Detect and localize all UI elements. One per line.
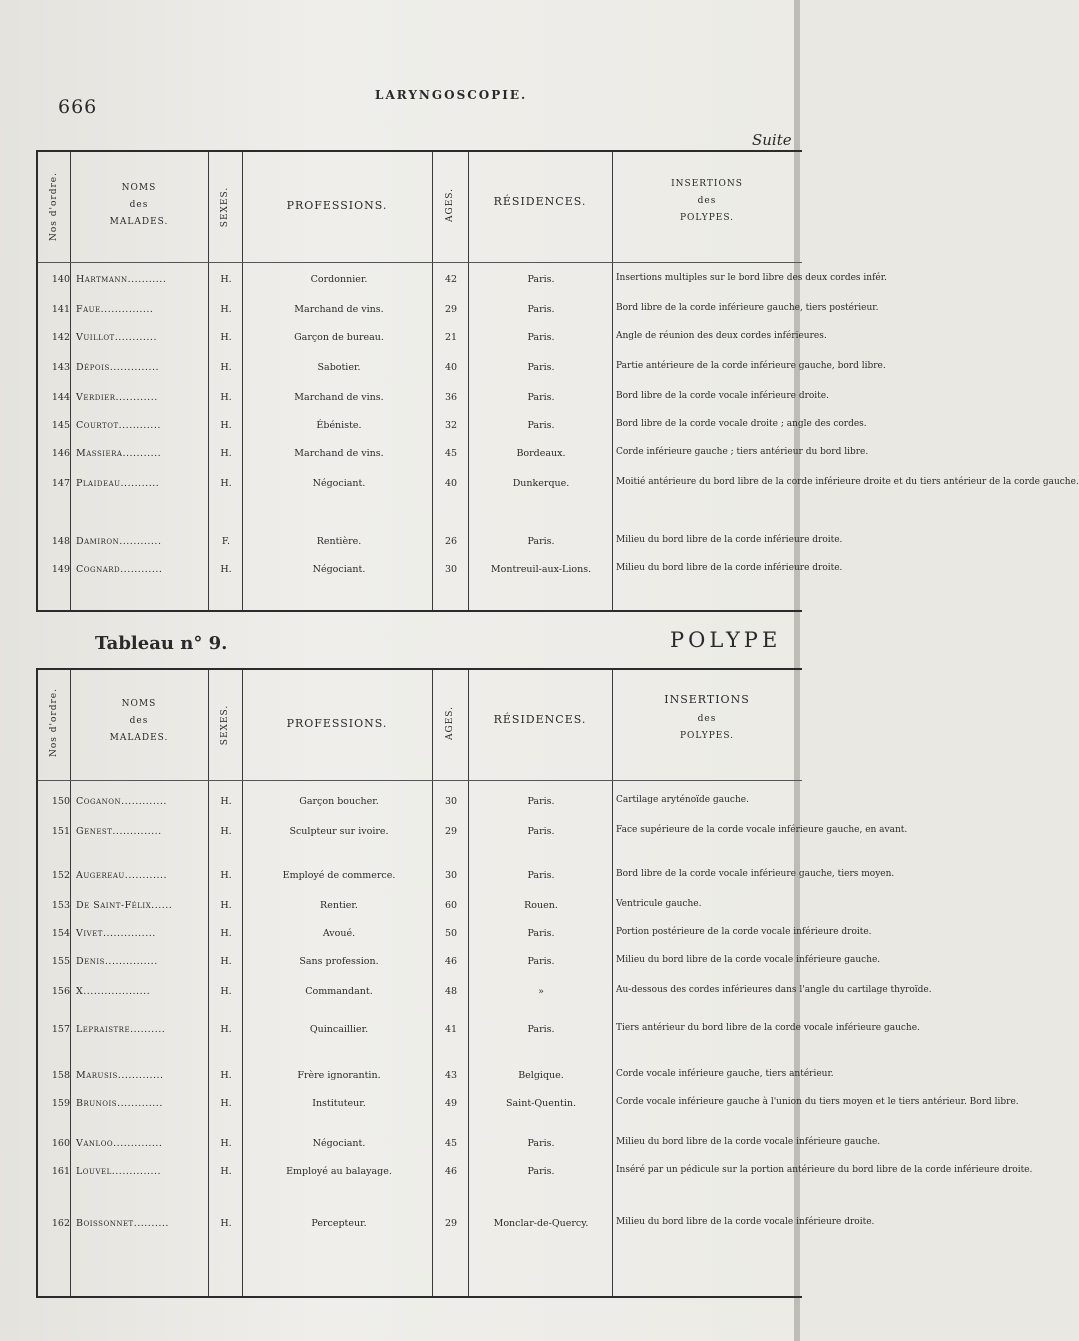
patient-name: Hartmann........... (76, 274, 167, 285)
header-names-line: des (129, 716, 149, 727)
patient-name: Plaideau........... (76, 478, 160, 489)
patient-sex: H. (220, 392, 232, 403)
polyp-insertion: Face supérieure de la corde vocale inférieure gauche, en avant. (616, 825, 908, 835)
polyp-insertion: Au-dessous des cordes inférieures dans l'angle du cartilage thyroïde. (616, 985, 932, 995)
col-divider (242, 670, 243, 1296)
patient-residence: Paris. (527, 304, 555, 315)
header-insertions-line: INSERTIONS (664, 693, 750, 706)
patient-sex: H. (220, 1024, 232, 1035)
patient-name: Courtot............ (76, 420, 161, 431)
patient-age: 60 (444, 900, 458, 911)
patient-name: Cognard............ (76, 564, 163, 575)
patient-profession: Commandant. (305, 986, 373, 997)
patient-residence: Paris. (527, 796, 555, 807)
tableau-subject: POLYPE (670, 628, 782, 652)
patient-profession: Négociant. (312, 1138, 366, 1149)
polyp-insertion: Portion postérieure de la corde vocale inférieure droite. (616, 927, 872, 937)
patient-sex: H. (220, 362, 232, 373)
patient-name: Vivet............... (76, 928, 156, 939)
continued-label: Suite (752, 131, 792, 149)
patient-name: Coganon............. (76, 796, 167, 807)
table-row (38, 825, 908, 850)
patient-age: 21 (444, 332, 458, 343)
polyp-insertion: Milieu du bord libre de la corde vocale inférieure gauche. (616, 955, 881, 965)
col-divider (70, 670, 71, 1296)
patient-profession: Marchand de vins. (294, 304, 384, 315)
patient-residence: Bordeaux. (516, 448, 566, 459)
patient-name: Vanloo.............. (76, 1138, 163, 1149)
page-number: 666 (58, 96, 98, 118)
polyp-insertion: Partie antérieure de la corde inférieure gauche, bord libre. (616, 361, 886, 371)
table-row (38, 477, 1079, 502)
patient-sex: F. (221, 536, 231, 547)
patient-residence: Paris. (527, 826, 555, 837)
col-divider (208, 670, 209, 1296)
patient-age: 42 (444, 274, 458, 285)
table-row (38, 331, 827, 356)
patient-name: X................... (76, 986, 151, 997)
patient-name: Damiron............ (76, 536, 162, 547)
header-age: AGES. (445, 188, 455, 222)
polyp-insertion: Milieu du bord libre de la corde vocale inférieure droite. (616, 1217, 875, 1227)
patient-age: 29 (444, 826, 458, 837)
patient-profession: Rentier. (320, 900, 358, 911)
patient-name: Faue............... (76, 304, 154, 315)
row-number: 150 (51, 796, 70, 807)
row-number: 162 (51, 1218, 70, 1229)
patient-age: 29 (444, 1218, 458, 1229)
patient-profession: Garçon de bureau. (294, 332, 384, 343)
patient-sex: H. (220, 420, 232, 431)
tableau-title: Tableau n° 9. (95, 633, 228, 654)
patient-profession: Quincaillier. (309, 1024, 369, 1035)
patient-profession: Employé au balayage. (286, 1166, 392, 1177)
header-residence: RÉSIDENCES. (493, 713, 587, 726)
patient-profession: Négociant. (312, 478, 366, 489)
table-row (38, 985, 932, 1010)
header-names-line: NOMS (121, 183, 157, 193)
header-rule (38, 780, 802, 781)
table-nine (36, 668, 1033, 1298)
table-row (38, 955, 881, 980)
patient-age: 45 (444, 448, 458, 459)
header-sex: SEXES. (220, 704, 230, 746)
patient-sex: H. (220, 448, 232, 459)
header-insertions (612, 690, 802, 745)
patient-name: Verdier............ (76, 392, 158, 403)
patient-sex: H. (220, 564, 232, 575)
patient-residence: Monclar-de-Quercy. (493, 1218, 589, 1229)
row-number: 149 (51, 564, 70, 575)
header-insertions (612, 176, 802, 227)
patient-residence: Saint-Quentin. (506, 1098, 576, 1109)
patient-residence: Paris. (527, 332, 555, 343)
row-number: 156 (51, 986, 70, 997)
patient-name: Denis............... (76, 956, 158, 967)
patient-age: 49 (444, 1098, 458, 1109)
table-row (38, 419, 867, 444)
col-divider (468, 670, 469, 1296)
header-insertions-line: des (697, 713, 717, 724)
patient-residence: Paris. (527, 420, 555, 431)
header-residence: RÉSIDENCES. (493, 195, 587, 208)
patient-residence: Paris. (527, 956, 555, 967)
header-names-line: NOMS (121, 699, 157, 709)
table-continued (36, 150, 1079, 612)
table-row (38, 796, 802, 820)
polyp-insertion: Milieu du bord libre de la corde inférieure droite. (616, 535, 843, 545)
polyp-insertion: Corde inférieure gauche ; tiers antérieur du bord libre. (616, 447, 869, 457)
table-row (38, 391, 829, 416)
patient-residence: Paris. (527, 1024, 555, 1035)
patient-profession: Marchand de vins. (294, 448, 384, 459)
header-profession: PROFESSIONS. (286, 717, 388, 730)
patient-sex: H. (220, 478, 232, 489)
header-names-line: MALADES. (109, 217, 169, 228)
table-row (38, 1217, 875, 1242)
polyp-insertion: Corde vocale inférieure gauche, tiers antérieur. (616, 1069, 834, 1079)
row-number: 159 (51, 1098, 70, 1109)
patient-residence: Paris. (527, 1166, 555, 1177)
header-insertions-line: POLYPES. (679, 213, 735, 224)
polyp-insertion: Insertions multiples sur le bord libre des deux cordes infér. (616, 273, 887, 283)
patient-age: 41 (444, 1024, 458, 1035)
patient-age: 46 (444, 956, 458, 967)
patient-profession: Garçon boucher. (299, 796, 379, 807)
table-row (38, 535, 843, 560)
patient-name: Massiera........... (76, 448, 162, 459)
patient-profession: Avoué. (322, 928, 356, 939)
patient-name: Brunois............. (76, 1098, 163, 1109)
patient-name: Vuillot............ (76, 332, 157, 343)
patient-residence: Paris. (527, 392, 555, 403)
patient-residence: Belgique. (518, 1070, 564, 1081)
header-sex: SEXES. (220, 186, 230, 228)
polyp-insertion: Bord libre de la corde inférieure gauche, tiers postérieur. (616, 303, 879, 313)
patient-sex: H. (220, 1070, 232, 1081)
row-number: 148 (51, 536, 70, 547)
patient-residence: Dunkerque. (512, 478, 570, 489)
table-row (38, 1137, 881, 1162)
patient-sex: H. (220, 304, 232, 315)
header-age: AGES. (445, 706, 455, 740)
table-row (38, 1097, 1019, 1122)
row-number: 157 (51, 1024, 70, 1035)
row-number: 154 (51, 928, 70, 939)
patient-name: De Saint-Félix...... (76, 900, 173, 911)
patient-name: Augereau............ (76, 870, 168, 881)
row-number: 152 (51, 870, 70, 881)
patient-sex: H. (220, 928, 232, 939)
patient-sex: H. (220, 870, 232, 881)
patient-residence: Paris. (527, 536, 555, 547)
patient-name: Dépois.............. (76, 362, 160, 373)
patient-age: 26 (444, 536, 458, 547)
table-row (38, 273, 887, 298)
patient-age: 40 (444, 478, 458, 489)
polyp-insertion: Angle de réunion des deux cordes inférieures. (616, 331, 827, 341)
patient-residence: Paris. (527, 928, 555, 939)
patient-age: 36 (444, 392, 458, 403)
polyp-insertion: Bord libre de la corde vocale inférieure droite. (616, 391, 829, 401)
row-number: 145 (51, 420, 70, 431)
table-row (38, 927, 872, 952)
patient-age: 45 (444, 1138, 458, 1149)
patient-profession: Sabotier. (317, 362, 361, 373)
header-names (70, 696, 208, 747)
patient-age: 30 (444, 564, 458, 575)
row-number: 143 (51, 362, 70, 373)
patient-name: Boissonnet.......... (76, 1218, 169, 1229)
header-insertions-line: POLYPES. (679, 730, 735, 741)
patient-profession: Employé de commerce. (282, 870, 396, 881)
patient-age: 30 (444, 796, 458, 807)
patient-sex: H. (220, 796, 232, 807)
patient-profession: Ébéniste. (316, 420, 362, 431)
row-number: 161 (51, 1166, 70, 1177)
row-number: 144 (51, 392, 70, 403)
header-names-line: MALADES. (109, 733, 169, 744)
patient-age: 43 (444, 1070, 458, 1081)
header-rule (38, 262, 802, 263)
patient-residence: » (538, 986, 544, 997)
patient-residence: Rouen. (524, 900, 558, 911)
patient-name: Lepraistre.......... (76, 1024, 166, 1035)
running-head: LARYNGOSCOPIE. (375, 88, 528, 102)
polyp-insertion: Milieu du bord libre de la corde inférieure droite. (616, 563, 843, 573)
table-row (38, 900, 802, 924)
patient-sex: H. (220, 332, 232, 343)
patient-name: Marusis............. (76, 1070, 164, 1081)
col-divider (432, 670, 433, 1296)
polyp-insertion: Bord libre de la corde vocale inférieure gauche, tiers moyen. (616, 869, 895, 879)
row-number: 141 (51, 304, 70, 315)
table-row (38, 1069, 834, 1094)
patient-residence: Paris. (527, 1138, 555, 1149)
table-row (38, 1165, 1033, 1190)
patient-age: 40 (444, 362, 458, 373)
patient-sex: H. (220, 956, 232, 967)
patient-age: 29 (444, 304, 458, 315)
header-names (70, 180, 208, 231)
patient-residence: Montreuil-aux-Lions. (490, 564, 592, 575)
patient-sex: H. (220, 274, 232, 285)
polyp-insertion: Tiers antérieur du bord libre de la corde vocale inférieure gauche. (616, 1023, 920, 1033)
row-number: 151 (51, 826, 70, 837)
patient-sex: H. (220, 1138, 232, 1149)
table-row (38, 563, 843, 588)
patient-sex: H. (220, 1218, 232, 1229)
polyp-insertion: Cartilage aryténoïde gauche. (616, 795, 749, 805)
patient-age: 32 (444, 420, 458, 431)
patient-profession: Marchand de vins. (294, 392, 384, 403)
patient-residence: Paris. (527, 870, 555, 881)
header-profession: PROFESSIONS. (286, 199, 388, 212)
row-number: 147 (51, 478, 70, 489)
row-number: 160 (51, 1138, 70, 1149)
patient-residence: Paris. (527, 362, 555, 373)
row-number: 155 (51, 956, 70, 967)
patient-age: 48 (444, 986, 458, 997)
header-num: Nos d'ordre. (49, 688, 59, 757)
polyp-insertion: Moitié antérieure du bord libre de la corde inférieure droite et du tiers antérieur de la corde gauche. (616, 477, 1079, 487)
header-insertions-line: INSERTIONS (671, 179, 743, 189)
col-divider (612, 670, 613, 1296)
row-number: 146 (51, 448, 70, 459)
patient-profession: Sculpteur sur ivoire. (289, 826, 389, 837)
row-number: 153 (51, 900, 70, 911)
patient-sex: H. (220, 1098, 232, 1109)
patient-profession: Frère ignorantin. (297, 1070, 381, 1081)
patient-name: Genest.............. (76, 826, 162, 837)
table-row (38, 361, 886, 386)
patient-profession: Rentière. (316, 536, 362, 547)
header-insertions-line: des (697, 196, 717, 207)
patient-age: 50 (444, 928, 458, 939)
table-row (38, 303, 879, 328)
table-row (38, 447, 869, 472)
patient-profession: Percepteur. (311, 1218, 367, 1229)
polyp-insertion: Bord libre de la corde vocale droite ; angle des cordes. (616, 419, 867, 429)
patient-profession: Négociant. (312, 564, 366, 575)
patient-residence: Paris. (527, 274, 555, 285)
patient-sex: H. (220, 986, 232, 997)
polyp-insertion: Corde vocale inférieure gauche à l'union du tiers moyen et le tiers antérieur. Bord libre. (616, 1097, 1019, 1107)
row-number: 140 (51, 274, 70, 285)
patient-name: Louvel.............. (76, 1166, 162, 1177)
patient-age: 46 (444, 1166, 458, 1177)
table-row (38, 1023, 920, 1048)
table-row (38, 869, 895, 894)
polyp-insertion: Inséré par un pédicule sur la portion antérieure du bord libre de la corde inférieure droite. (616, 1165, 1033, 1175)
patient-profession: Instituteur. (312, 1098, 366, 1109)
polyp-insertion: Ventricule gauche. (616, 899, 702, 909)
header-names-line: des (129, 200, 149, 211)
patient-sex: H. (220, 826, 232, 837)
patient-sex: H. (220, 1166, 232, 1177)
header-num: Nos d'ordre. (49, 172, 59, 241)
row-number: 142 (51, 332, 70, 343)
polyp-insertion: Milieu du bord libre de la corde vocale inférieure gauche. (616, 1137, 881, 1147)
row-number: 158 (51, 1070, 70, 1081)
patient-profession: Sans profession. (299, 956, 379, 967)
patient-profession: Cordonnier. (310, 274, 368, 285)
patient-age: 30 (444, 870, 458, 881)
patient-sex: H. (220, 900, 232, 911)
